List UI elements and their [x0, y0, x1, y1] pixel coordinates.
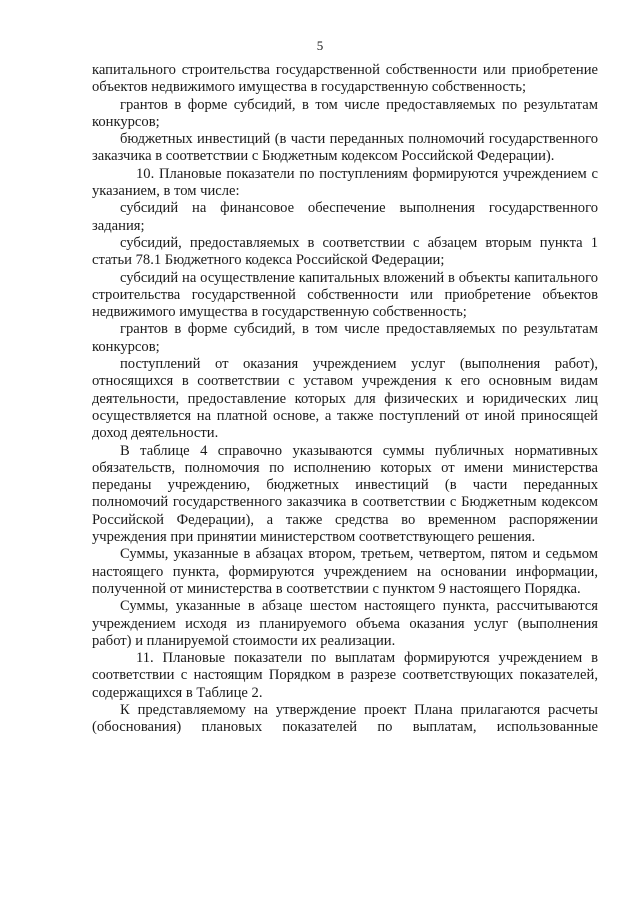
- paragraph: 11. Плановые показатели по выплатам формируются учреждением в соответствии с настоящим Порядком в разрезе соответствующих показателей, содержащихся в Таблице 2.: [92, 650, 598, 701]
- document-body: [92, 62, 598, 737]
- paragraph: бюджетных инвестиций (в части переданных полномочий государственного заказчика в соответствии с Бюджетным кодексом Российской Федерации).: [92, 131, 598, 165]
- paragraph: поступлений от оказания учреждением услуг (выполнения работ), относящихся в соответствии с уставом учреждения к его основным видам деятельности, предоставление которых для физических и юридических лиц осуществляется на платной основе, а также поступлений от иной приносящей доход деятельности.: [92, 356, 598, 442]
- paragraph: 10. Плановые показатели по поступлениям формируются учреждением с указанием, в том числе:: [92, 165, 598, 200]
- paragraph: К представляемому на утверждение проект Плана прилагаются расчеты (обоснования) плановых показателей по выплатам, использованные: [92, 701, 598, 736]
- paragraph: субсидий на финансовое обеспечение выполнения государственного задания;: [92, 200, 598, 234]
- paragraph: капитального строительства государственной собственности или приобретение объектов недвижимого имущества в государственную собственность;: [92, 62, 598, 96]
- paragraph: Суммы, указанные в абзаце шестом настоящего пункта, рассчитываются учреждением исходя из планируемого объема оказания услуг (выполнения работ) и планируемой стоимости их реализации.: [92, 598, 598, 649]
- page-number: 5: [316, 38, 324, 53]
- paragraph: субсидий, предоставляемых в соответствии с абзацем вторым пункта 1 статьи 78.1 Бюджетного кодекса Российской Федерации;: [92, 234, 598, 269]
- paragraph: грантов в форме субсидий, в том числе предоставляемых по результатам конкурсов;: [92, 321, 598, 355]
- paragraph: Суммы, указанные в абзацах втором, третьем, четвертом, пятом и седьмом настоящего пункта, формируются учреждением на основании информации, полученной от министерства в соответствии с пунктом 9 настоящего Порядка.: [92, 546, 598, 597]
- paragraph: субсидий на осуществление капитальных вложений в объекты капитального строительства государственной собственности или приобретение объектов недвижимого имущества в государственную собственность;: [92, 269, 598, 321]
- paragraph: грантов в форме субсидий, в том числе предоставляемых по результатам конкурсов;: [92, 96, 598, 130]
- paragraph: В таблице 4 справочно указываются суммы публичных нормативных обязательств, полномочия по исполнению которых от имени министерства переданы учреждению, бюджетных инвестиций (в части переданных полномочий государственного заказчика в соответствии с Бюджетным кодексом Российской Федерации), а также средства во временном распоряжении учреждения при принятии министерством соответствующего решения.: [92, 442, 598, 546]
